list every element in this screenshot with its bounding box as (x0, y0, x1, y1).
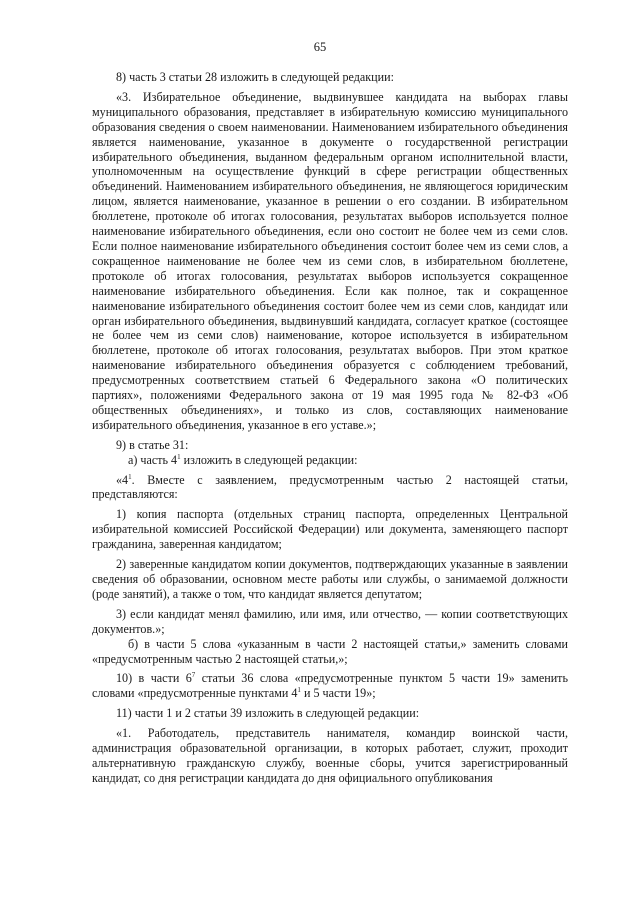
page-number: 65 (313, 40, 327, 54)
paragraph-list-1: 1) копия паспорта (отдельных страниц паспорта, определенных Центральной избирательной комиссией Российской Федерации) или документа, заменяющего паспорт гражданина, заверенная кандидатом; (92, 507, 568, 552)
paragraph-item-8: 8) часть 3 статьи 28 изложить в следующей редакции: (116, 70, 394, 84)
paragraph-subitem-a: а) часть $4^1$ изложить в следующей редакции: (128, 452, 358, 467)
paragraph-article-28-text: «3. Избирательное объединение, выдвинувшее кандидата на выборах главы муниципального образования, представляет в избирательную комиссию муниципального образования сведения о своем наименовании. Наименованием избирательного объединения является наименование, указанное в документе о государственной регистрации избирательного объединения, выданном федеральным органом исполнительной власти, уполномоченным на осуществление функций в сфере регистрации общественных объединений. Наименованием избирательного объединения, не являющегося юридическим лицом, является наименование, указанное в решении о его создании. В избирательном бюллетене, протоколе об итогах голосования, результатах выборов используется полное наименование избирательного объединения, если оно состоит не более чем из семи слов. Если полное наименование избирательного объединения состоит более чем из семи слов, а сокращенное наименование не более чем из семи слов, в избирательном бюллетене, протоколе об итогах голосования, результатах выборов используется сокращенное наименование избирательного объединения. Если как полное, так и сокращенное наименование избирательного объединения состоит более чем из семи слов, кандидат или орган избирательного объединения, выдвинувший кандидата, согласует краткое (состоящее не более чем из семи слов) наименование, которое используется в избирательном бюллетене, протоколе об итогах голосования, результатах выборов. При этом краткое наименование избирательного объединения образуется с соблюдением требований, предусмотренных соответствием статьей 6 Федерального закона «О политических партиях», положениями Федерального закона от 19 мая 1995 года № 82-ФЗ «Об общественных объединениях», и только из слов, составляющих наименование избирательного объединения, указанное в его уставе.»; (92, 89, 568, 432)
paragraph-item-11: 11) части 1 и 2 статьи 39 изложить в следующей редакции: (116, 706, 420, 721)
document-body (92, 70, 568, 786)
paragraph-item-10: 10) в части $6^7$ статьи 36 слова «предусмотренные пунктом 5 части 19» заменить словами «предусмотренные пунктами $4^1$ и 5 части 19»; (92, 671, 568, 701)
paragraph-list-2: 2) заверенные кандидатом копии документов, подтверждающих указанные в заявлении сведения об образовании, основном месте работы или службы, о занимаемой должности (роде занятий), а также о том, что кандидат является депутатом; (92, 557, 568, 601)
paragraph-item-9: 9) в статье 31: (116, 437, 189, 452)
paragraph-part-4-1: «$4^1$. Вместе с заявлением, предусмотренным частью 2 настоящей статьи, представляются: (92, 472, 568, 502)
paragraph-list-3: 3) если кандидат менял фамилию, или имя, или отчество, — копии соответствующих документов.»; (92, 606, 568, 636)
paragraph-subitem-b: б) в части 5 слова «указанным в части 2 настоящей статьи,» заменить словами «предусмотренным частью 2 настоящей статьи,»; (92, 636, 568, 666)
paragraph-article-39-text: «1. Работодатель, представитель нанимателя, командир воинской части, администрация образовательной организации, в которых работает, служит, проходит альтернативную гражданскую службу, военные сборы, учится зарегистрированный кандидат, со дня регистрации кандидата до дня официального опубликования (92, 726, 568, 785)
